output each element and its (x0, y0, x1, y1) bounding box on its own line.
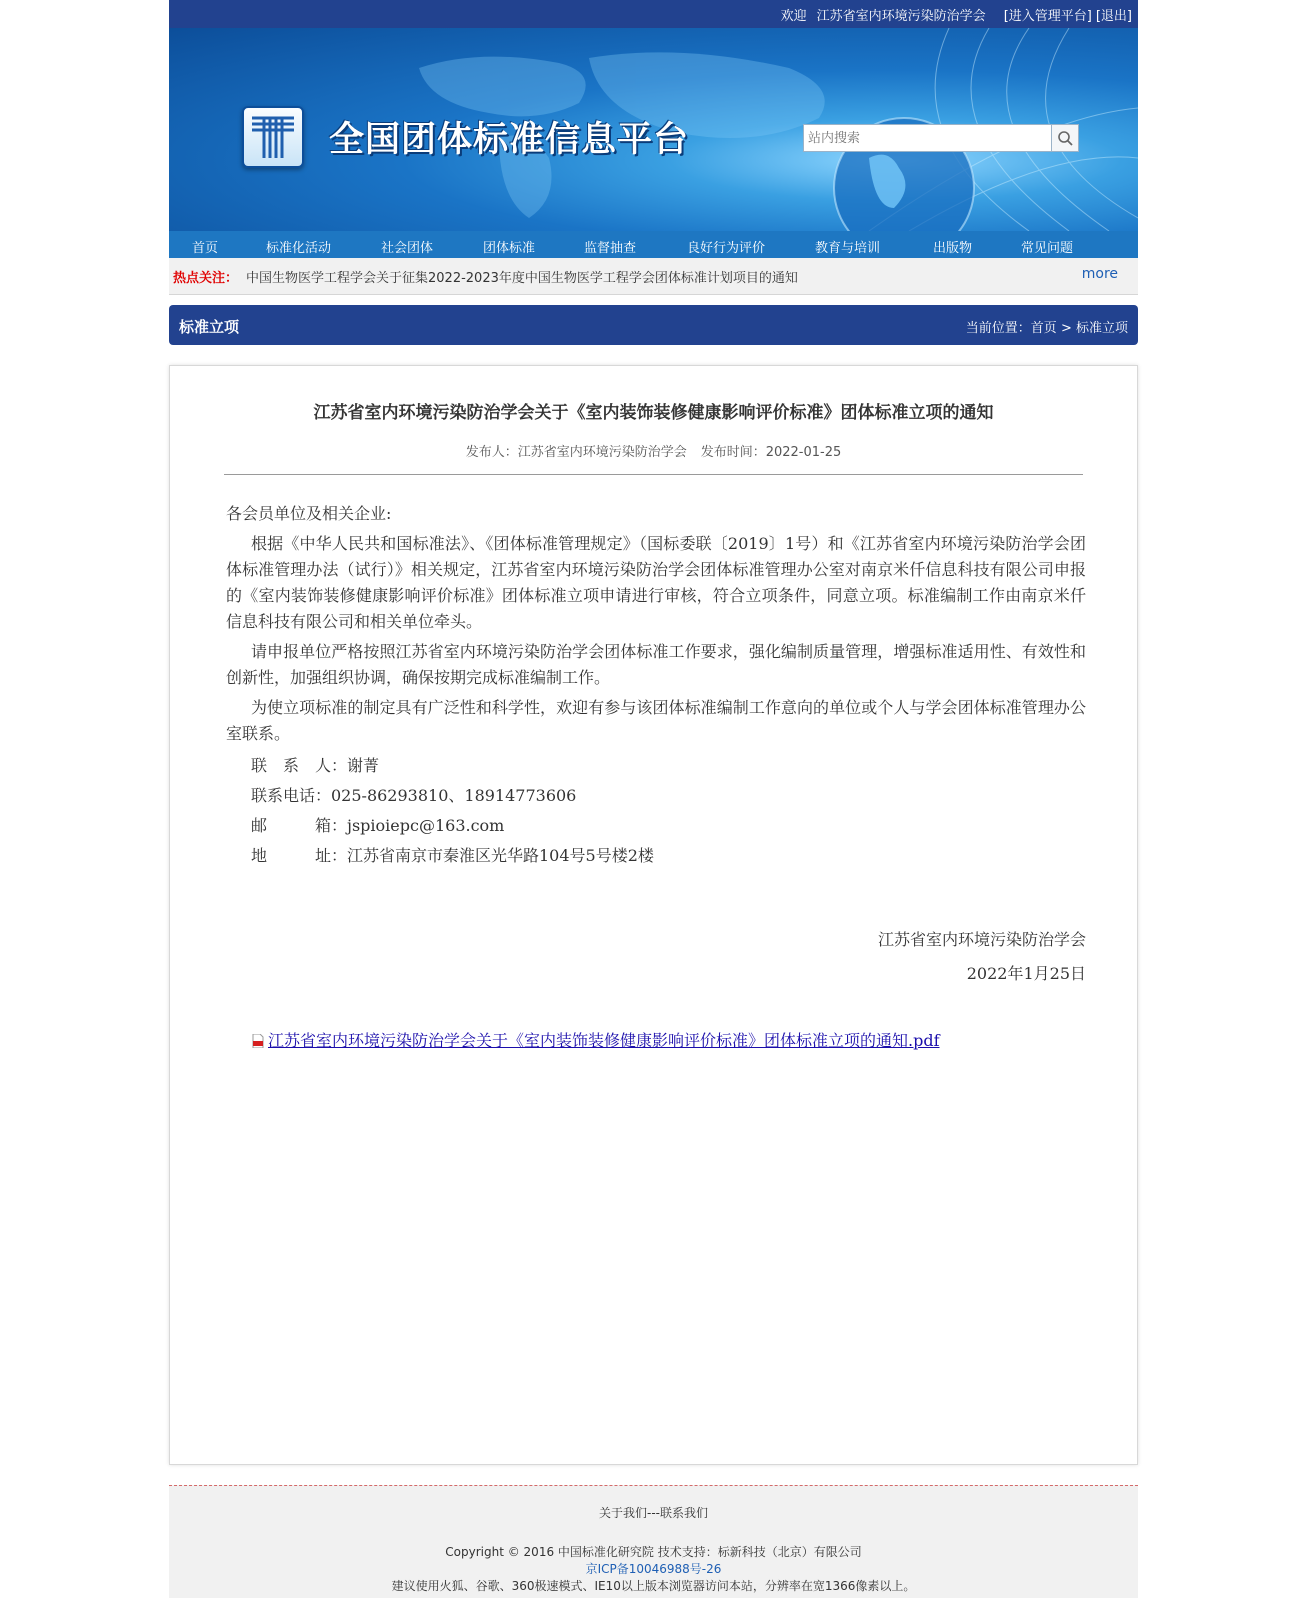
main-nav (169, 231, 1138, 258)
search-input[interactable] (803, 124, 1051, 152)
nav-item-group-standards[interactable]: 团体标准 (483, 241, 536, 256)
article-paragraph-2: 请申报单位严格按照江苏省室内环境污染防治学会团体标准工作要求，强化编制质量管理，增强标准适用性、有效性和创新性，加强组织协调，确保按期完成标准编制工作。 (226, 642, 1086, 687)
about-contact-links[interactable]: 关于我们---联系我们 (599, 1506, 708, 1520)
user-org-name: 江苏省室内环境污染防治学会 (816, 8, 986, 24)
nav-item-good-conduct[interactable]: 良好行为评价 (687, 241, 766, 256)
contact-email: 邮 箱：jspioiepc@163.com (251, 816, 505, 835)
breadcrumb-current[interactable]: 标准立项 (1075, 321, 1128, 336)
nav-item-standardization[interactable]: 标准化活动 (266, 241, 332, 256)
site-logo[interactable] (242, 106, 304, 168)
logo-t-icon (244, 108, 302, 166)
nav-item-supervision[interactable]: 监督抽查 (584, 241, 637, 256)
breadcrumb (966, 317, 1128, 336)
footer (169, 1485, 1138, 1598)
site-search (803, 124, 1079, 152)
article-meta (170, 441, 1137, 460)
footer-links (169, 1504, 1138, 1521)
article-date: 发布时间：2022-01-25 (700, 445, 842, 460)
icp-link[interactable]: 京ICP备10046988号-26 (585, 1562, 722, 1576)
search-button[interactable] (1051, 124, 1079, 152)
header-banner (169, 28, 1138, 231)
top-bar (169, 0, 1138, 28)
contact-address: 地 址：江苏省南京市秦淮区光华路104号5号楼2楼 (251, 846, 654, 865)
article-publisher: 发布人：江苏省室内环境污染防治学会 (465, 445, 687, 460)
contact-person: 联 系 人：谢菁 (251, 756, 380, 775)
pdf-file-icon (252, 1034, 264, 1048)
nav-item-publications[interactable]: 出版物 (933, 241, 973, 256)
hot-news-link[interactable]: 中国生物医学工程学会关于征集2022-2023年度中国生物医学工程学会团体标准计划项目的通知 (246, 270, 798, 286)
title-divider (224, 474, 1083, 475)
breadcrumb-home[interactable]: 首页 (1030, 321, 1057, 336)
site-title: 全国团体标准信息平台 (329, 120, 690, 160)
attachment-link[interactable]: 江苏省室内环境污染防治学会关于《室内装饰装修健康影响评价标准》团体标准立项的通知.pdf (268, 1031, 940, 1050)
article-paragraph-1: 根据《中华人民共和国标准法》、《团体标准管理规定》（国标委联〔2019〕1号）和《江苏省室内环境污染防治学会团体标准管理办法（试行）》相关规定，江苏省室内环境污染防治学会团体标准管理办公室对南京米仟信息科技有限公司申报的《室内装饰装修健康影响评价标准》团体标准立项申请进行审核，符合立项条件，同意立项。标准编制工作由南京米仟信息科技有限公司和相关单位牵头。 (226, 534, 1086, 631)
welcome-text: 欢迎 (780, 8, 807, 24)
logout-link[interactable]: [退出] (1095, 8, 1132, 24)
contact-phone: 联系电话：025-86293810、18914773606 (251, 786, 577, 805)
copyright-text: Copyright © 2016 中国标准化研究院 技术支持：标新科技（北京）有限公司 (445, 1545, 862, 1559)
search-icon (1057, 130, 1073, 146)
nav-item-faq[interactable]: 常见问题 (1021, 241, 1074, 256)
nav-item-education[interactable]: 教育与培训 (815, 241, 881, 256)
article-greeting: 各会员单位及相关企业: (226, 504, 392, 523)
hot-news-label: 热点关注： (173, 270, 239, 286)
section-title: 标准立项 (179, 318, 240, 336)
article-body (226, 501, 1086, 993)
article-paragraph-3: 为使立项标准的制定具有广泛性和科学性，欢迎有参与该团体标准编制工作意向的单位或个人与学会团体标准管理办公室联系。 (226, 698, 1086, 743)
signature-date: 2022年1月25日 (966, 964, 1086, 983)
browser-tip: 建议使用火狐、谷歌、360极速模式、IE10以上版本浏览器访问本站，分辨率在宽1366像素以上。 (391, 1579, 916, 1593)
breadcrumb-separator: > (1060, 321, 1072, 336)
attachment (252, 1028, 940, 1051)
admin-platform-link[interactable]: [进入管理平台] (1003, 8, 1092, 24)
nav-item-social-groups[interactable]: 社会团体 (381, 241, 434, 256)
more-link[interactable]: more (1081, 266, 1118, 282)
signature-org: 江苏省室内环境污染防治学会 (877, 930, 1086, 949)
breadcrumb-prefix: 当前位置： (965, 321, 1031, 336)
hot-news-bar (169, 258, 1138, 295)
nav-item-home[interactable]: 首页 (192, 241, 219, 256)
article-container (169, 365, 1138, 1465)
section-header (169, 305, 1138, 345)
article-title: 江苏省室内环境污染防治学会关于《室内装饰装修健康影响评价标准》团体标准立项的通知 (313, 403, 994, 423)
